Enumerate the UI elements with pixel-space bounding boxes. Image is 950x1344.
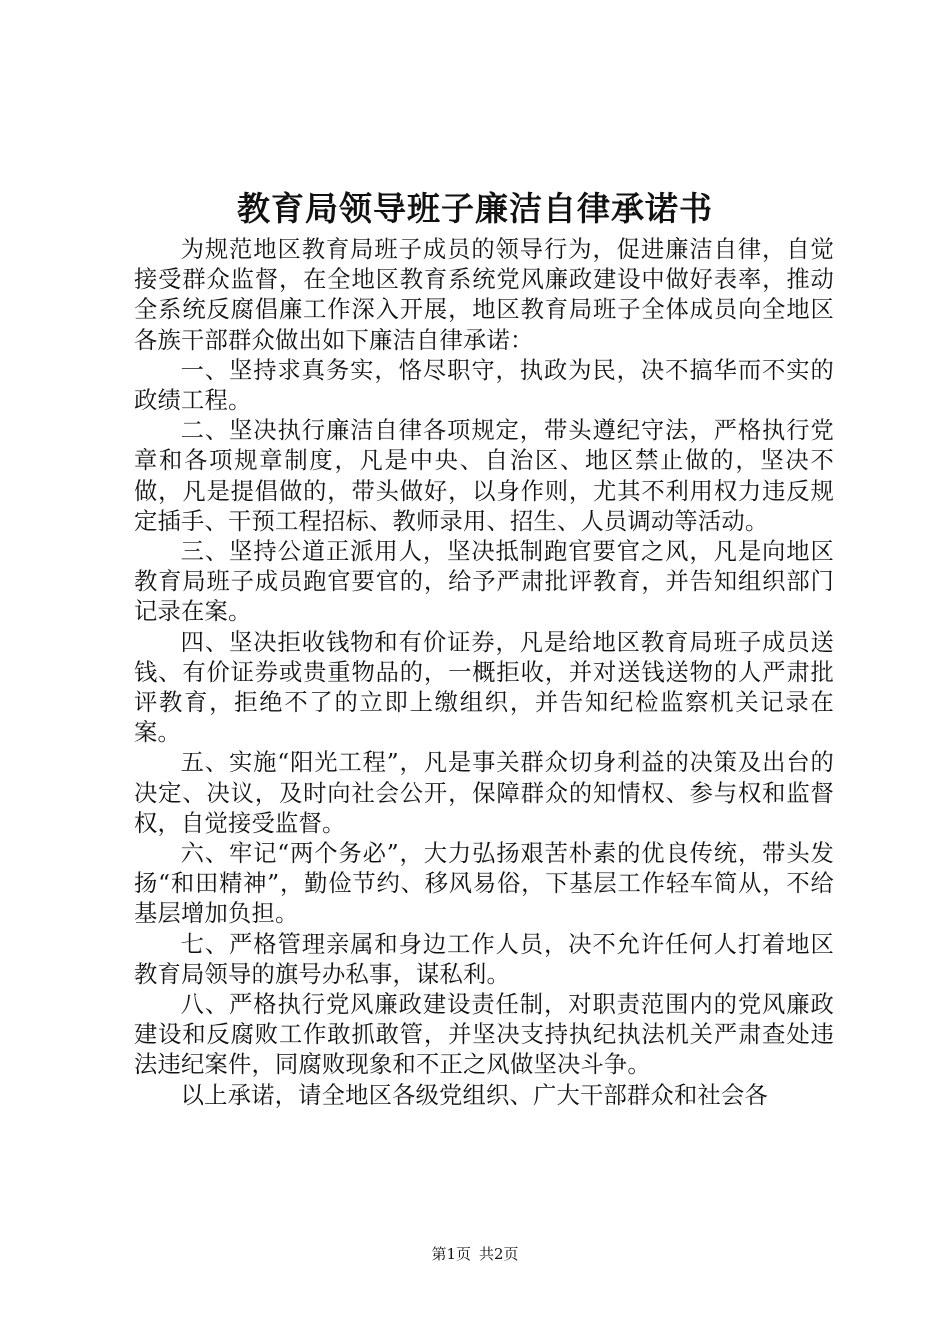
page-footer (0, 1244, 950, 1264)
paragraph-item-3: 三、坚持公道正派用人，坚决抵制跑官要官之风，凡是向地区教育局班子成员跑官要官的，给予严肃批评教育，并告知组织部门记录在案。 (134, 538, 834, 626)
paragraph-item-5: 五、实施“阳光工程”，凡是事关群众切身利益的决策及出台的决定、决议，及时向社会公开，保障群众的知情权、参与权和监督权，自觉接受监督。 (134, 749, 834, 837)
page-number: 第1页 (431, 1245, 471, 1263)
paragraph-closing: 以上承诺，请全地区各级党组织、广大干部群众和社会各 (180, 1081, 769, 1109)
paragraph-item-1: 一、坚持求真务实，恪尽职守，执政为民，决不搞华而不实的政绩工程。 (134, 356, 834, 415)
paragraph-intro: 为规范地区教育局班子成员的领导行为，促进廉洁自律，自觉接受群众监督，在全地区教育系统党风廉政建设中做好表率，推动全系统反腐倡廉工作深入开展，地区教育局班子全体成员向全地区各族干部群众做出如下廉洁自律承诺： (134, 236, 834, 354)
paragraph-item-8: 八、严格执行党风廉政建设责任制，对职责范围内的党风廉政建设和反腐败工作敢抓敢管，并坚决支持执纪执法机关严肃查处违法违纪案件，同腐败现象和不正之风做坚决斗争。 (134, 991, 834, 1079)
document-body (134, 235, 834, 1111)
document-title: 教育局领导班子廉洁自律承诺书 (237, 189, 713, 228)
paragraph-item-4: 四、坚决拒收钱物和有价证券，凡是给地区教育局班子成员送钱、有价证券或贵重物品的，一概拒收，并对送钱送物的人严肃批评教育，拒绝不了的立即上缴组织，并告知纪检监察机关记录在案。 (134, 628, 834, 747)
paragraph-item-7: 七、严格管理亲属和身边工作人员，决不允许任何人打着地区教育局领导的旗号办私事，谋私利。 (134, 930, 834, 988)
paragraph-item-2: 二、坚决执行廉洁自律各项规定，带头遵纪守法，严格执行党章和各项规章制度，凡是中央、自治区、地区禁止做的，坚决不做，凡是提倡做的，带头做好，以身作则，尤其不利用权力违反规定插手、干预工程招标、教师录用、招生、人员调动等活动。 (134, 417, 834, 535)
page-total: 共2页 (479, 1245, 519, 1263)
paragraph-item-6: 六、牢记“两个务必”，大力弘扬艰苦朴素的优良传统，带头发扬“和田精神”，勤俭节约、移风易俗，下基层工作轻车简从，不给基层增加负担。 (134, 840, 834, 928)
